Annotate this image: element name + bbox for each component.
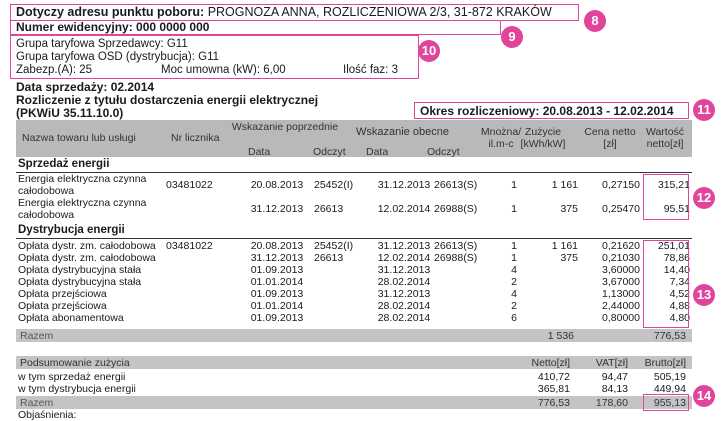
tariff-seller: Grupa taryfowa Sprzedawcy: G11 — [16, 38, 188, 50]
item-name: Opłata abonamentowa — [18, 312, 124, 324]
price: 2,44000 — [602, 300, 640, 312]
distribution-divider — [16, 238, 692, 239]
badge-8: 8 — [584, 10, 606, 32]
table-row — [18, 173, 690, 185]
value: 4,88 — [669, 300, 690, 312]
col-prev-date: Data — [248, 146, 271, 158]
curr-read — [434, 312, 494, 324]
col-prev-read: Odczyt — [313, 146, 346, 158]
sale-date: Data sprzedaży: 02.2014 — [16, 80, 155, 94]
fuse-rating: Zabezp.(A): 25 — [16, 64, 93, 76]
tariff-osd: Grupa taryfowa OSD (dystrybucja): G11 — [16, 51, 220, 63]
multiplier: 2 — [511, 276, 517, 288]
value: 78,86 — [663, 252, 690, 264]
total-label: Razem — [20, 330, 54, 342]
usage — [534, 276, 578, 288]
curr-date: 31.12.2013 — [377, 264, 431, 276]
col-multiplier: Mnożna/ il.m-c — [480, 126, 522, 150]
meter-no: 03481022 — [166, 179, 213, 191]
item-name: Opłata dystr. zm. całodobowa — [18, 252, 156, 264]
meter-no — [166, 312, 240, 324]
value: 7,34 — [669, 276, 690, 288]
usage: 1 161 — [551, 240, 578, 252]
price: 3,67000 — [602, 276, 640, 288]
col-name: Nazwa towaru lub usługi — [22, 132, 136, 144]
address-label: Dotyczy adresu punktu poboru: — [16, 5, 205, 19]
prev-date: 31.12.2013 — [250, 203, 304, 215]
summary-total-gross: 955,13 — [653, 397, 686, 409]
col-meter: Nr licznika — [171, 132, 220, 144]
curr-date: 28.02.2014 — [377, 300, 431, 312]
prev-read — [314, 312, 374, 324]
phase-count: Ilość faz: 3 — [343, 64, 398, 76]
badge-10: 10 — [418, 40, 440, 62]
summary-row-label: w tym dystrybucja energii — [18, 383, 136, 395]
table-row — [18, 312, 690, 324]
multiplier: 1 — [511, 240, 517, 252]
section-sales: Sprzedaż energii — [18, 158, 110, 170]
prev-date: 01.01.2014 — [250, 276, 304, 288]
badge-12: 12 — [693, 187, 715, 209]
item-name: Energia elektryczna czynna — [18, 173, 147, 185]
col-value: Wartość netto[zł] — [645, 126, 685, 150]
address-line — [16, 5, 552, 19]
price: 0,21620 — [602, 240, 640, 252]
prev-read — [314, 276, 374, 288]
usage: 375 — [560, 203, 578, 215]
badge-13: 13 — [693, 284, 715, 306]
meter-no — [166, 252, 240, 264]
multiplier: 6 — [511, 312, 517, 324]
summary-row-gross: 505,19 — [653, 371, 686, 383]
price: 3,60000 — [602, 264, 640, 276]
prev-date: 01.09.2013 — [250, 312, 304, 324]
col-usage: Zużycie [kWh/kW] — [520, 126, 566, 150]
curr-read — [434, 264, 494, 276]
summary-row-net: 410,72 — [537, 371, 570, 383]
meter-no — [166, 288, 240, 300]
prev-read — [314, 288, 374, 300]
summary-row-vat: 94,47 — [601, 371, 628, 383]
table-row — [18, 264, 690, 276]
curr-date: 12.02.2014 — [377, 203, 431, 215]
multiplier: 1 — [511, 179, 517, 191]
contracted-power: Moc umowna (kW): 6,00 — [161, 64, 286, 76]
table-row — [18, 300, 690, 312]
price: 1,13000 — [602, 288, 640, 300]
distribution-table — [18, 240, 690, 324]
value: 95,51 — [663, 203, 690, 215]
summary-row-label: w tym sprzedaż energii — [18, 371, 126, 383]
item-name: Opłata dystrybucyjna stała — [18, 264, 142, 276]
multiplier: 1 — [511, 252, 517, 264]
prev-read: 26613 — [314, 252, 344, 264]
prev-read: 25452(I) — [314, 179, 354, 191]
price: 0,25470 — [602, 203, 640, 215]
footer-notes: Objaśnienia: — [18, 409, 77, 421]
summary-row-gross: 449,94 — [653, 383, 686, 395]
price: 0,27150 — [602, 179, 640, 191]
prev-read — [314, 264, 374, 276]
meter-no: 03481022 — [166, 240, 213, 252]
prev-date: 20.08.2013 — [250, 179, 304, 191]
summary-col-vat: VAT[zł] — [595, 357, 628, 369]
curr-read: 26613(S) — [434, 240, 478, 252]
multiplier: 4 — [511, 264, 517, 276]
col-curr-date: Data — [366, 146, 389, 158]
table-row — [18, 252, 690, 264]
table-row — [18, 276, 690, 288]
meter-no — [166, 197, 240, 221]
curr-read: 26988(S) — [434, 252, 478, 264]
table-row — [18, 240, 690, 252]
address-value: PROGNOZA ANNA, ROZLICZENIOWA 2/3, 31-872 KRAKÓW — [207, 5, 552, 19]
multiplier: 1 — [511, 203, 517, 215]
badge-9: 9 — [501, 26, 523, 48]
item-name: Opłata dystrybucyjna stała — [18, 276, 142, 288]
sales-table — [18, 173, 690, 221]
table-row — [18, 288, 690, 300]
curr-read: 26988(S) — [434, 203, 478, 215]
item-name: Opłata przejściowa — [18, 288, 107, 300]
prev-date: 31.12.2013 — [250, 252, 304, 264]
usage — [534, 312, 578, 324]
meter-no — [166, 276, 240, 288]
curr-date: 31.12.2013 — [377, 240, 431, 252]
curr-date: 28.02.2014 — [377, 276, 431, 288]
value: 14,40 — [663, 264, 690, 276]
distribution-value-highlight — [643, 240, 689, 328]
usage: 1 161 — [551, 179, 578, 191]
item-name: Opłata dystr. zm. całodobowa — [18, 240, 156, 252]
badge-14: 14 — [693, 385, 715, 407]
summary-total-vat: 178,60 — [595, 397, 628, 409]
summary-title: Podsumowanie zużycia — [20, 357, 130, 369]
summary-total-label: Razem — [20, 397, 54, 409]
col-curr: Wskazanie obecne — [356, 126, 449, 138]
summary-row-vat: 84,13 — [601, 383, 628, 395]
curr-date: 31.12.2013 — [377, 288, 431, 300]
prev-date: 01.01.2014 — [250, 300, 304, 312]
item-name-2: całodobowa — [18, 185, 75, 197]
summary-col-gross: Brutto[zł] — [644, 357, 686, 369]
pkwiu-code: (PKWiU 35.11.10.0) — [16, 106, 124, 120]
item-name: Opłata przejściowa — [18, 300, 107, 312]
total-row — [16, 329, 692, 342]
summary-col-net: Netto[zł] — [531, 357, 570, 369]
multiplier: 2 — [511, 300, 517, 312]
curr-read — [434, 300, 494, 312]
total-usage: 1 536 — [547, 330, 574, 342]
table-row — [18, 197, 690, 209]
sales-value-highlight — [643, 174, 689, 220]
meter-no — [166, 300, 240, 312]
usage: 375 — [560, 252, 578, 264]
prev-read: 25452(I) — [314, 240, 354, 252]
usage — [534, 300, 578, 312]
multiplier: 4 — [511, 288, 517, 300]
badge-11: 11 — [693, 99, 715, 121]
settlement-title: Rozliczenie z tytułu dostarczenia energii elektrycznej — [16, 93, 319, 107]
curr-read: 26613(S) — [434, 179, 478, 191]
prev-read — [314, 300, 374, 312]
prev-date: 01.09.2013 — [250, 288, 304, 300]
meter-number: Numer ewidencyjny: 000 0000 000 — [16, 20, 210, 34]
curr-date: 28.02.2014 — [377, 312, 431, 324]
meter-no — [166, 264, 240, 276]
item-name: Energia elektryczna czynna — [18, 197, 147, 209]
value: 4,80 — [669, 312, 690, 324]
price: 0,21030 — [602, 252, 640, 264]
usage — [534, 264, 578, 276]
section-distribution: Dystrybucja energii — [18, 224, 125, 236]
prev-date: 20.08.2013 — [250, 240, 304, 252]
value: 4,52 — [669, 288, 690, 300]
usage — [534, 288, 578, 300]
price: 0,80000 — [602, 312, 640, 324]
summary-total-net: 776,53 — [537, 397, 570, 409]
curr-read — [434, 288, 494, 300]
total-value: 776,53 — [653, 330, 686, 342]
curr-date: 12.02.2014 — [377, 252, 431, 264]
gross-total-highlight — [643, 394, 689, 411]
col-curr-read: Odczyt — [427, 146, 460, 158]
prev-read: 26613 — [314, 203, 344, 215]
item-name-2: całodobowa — [18, 209, 75, 221]
value: 251,01 — [657, 240, 690, 252]
value: 315,21 — [657, 179, 690, 191]
billing-period: Okres rozliczeniowy: 20.08.2013 - 12.02.2014 — [420, 104, 674, 118]
col-prev: Wskazanie poprzednie — [231, 121, 339, 133]
curr-read — [434, 276, 494, 288]
curr-date: 31.12.2013 — [377, 179, 431, 191]
prev-date: 01.09.2013 — [250, 264, 304, 276]
col-price: Cena netto [zł] — [584, 126, 636, 150]
summary-row-net: 365,81 — [537, 383, 570, 395]
